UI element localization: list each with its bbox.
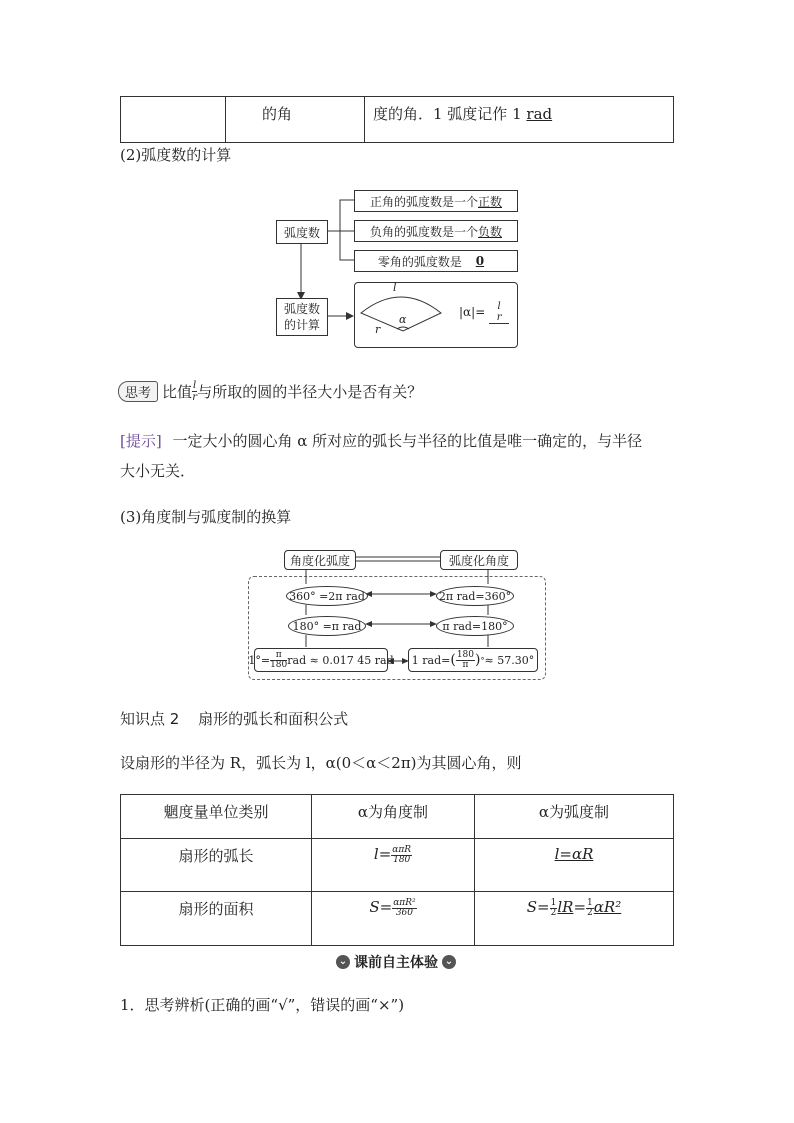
knowledge2-label: 知识点 2 [120,710,180,728]
area-radian-formula: S= $\frac{1}{2}$ lR= $\frac{1}{2}$ αR² [475,892,674,946]
arc-deg-num: απR [392,844,412,855]
area-deg-frac [392,899,416,918]
hint-line1 [120,430,642,451]
area-rad-pre: S= [526,898,550,916]
oval-180-deg: 180° =π rad [288,616,366,636]
hint-line2: 大小无关． [120,462,196,480]
think-line [118,380,422,403]
area-degree-formula [312,892,475,946]
branch-negative-fill: 负数 [478,224,503,239]
hint-label: [提示] [120,432,162,450]
ratio-formula [459,301,509,324]
radian-diagram [270,186,530,352]
formula-table [120,794,674,946]
oval-360-deg: 360° =2π rad [286,586,368,606]
header-degree: α为角度制 [312,795,475,839]
branch-zero-fill: 0 [475,254,485,268]
think-badge: 思考 [118,381,158,402]
banner [322,950,470,974]
branch-positive [354,190,518,212]
b2-frac [456,651,475,670]
question-1: 1．思考辨析(正确的画“√”，错误的画“×”) [120,996,405,1014]
chevron-down-icon: ⌄ [336,955,350,969]
section3-heading: (3)角度制与弧度制的换算 [120,508,292,526]
sector-box [354,282,518,348]
rad-unit: rad [526,105,553,123]
area-rad-b: αR² [593,898,622,916]
area-deg-pre: S= [369,898,393,916]
oval-pi-rad: π rad=180° [436,616,514,636]
b1-num: π [270,651,287,661]
calc-line1: 弧度数 [283,302,320,316]
angle-label: α [399,313,407,326]
half-2-num: 1 [587,897,593,908]
chevron-down-icon: ⌄ [442,955,456,969]
arc-deg-frac [391,846,412,865]
think-text-before: 比值 [162,383,193,401]
branch-positive-fill: 正数 [478,194,503,209]
arc-radian-formula [475,839,674,892]
half-2-den: 2 [587,907,593,918]
top-table [120,96,674,143]
branch-negative [354,220,518,242]
top-table-cell-2: 的角 [226,97,365,143]
ratio-num: l [497,301,501,312]
one-rad-box: 1 rad= ( $\frac{180}{\pi}$ ) ° ≈ 57.30° [408,648,538,672]
banner-text: 课前自主体验 [354,955,438,971]
think-text-after: 与所取的圆的半径大小是否有关？ [197,383,423,401]
knowledge2-title: 扇形的弧长和面积公式 [198,710,349,728]
b2-post: ≈ 57.30° [484,653,535,667]
b1-den: 180 [270,659,288,670]
calc-line2: 的计算 [283,318,320,332]
arc-deg-den: 180 [393,854,411,865]
branch-negative-text: 负角的弧度数是一个 [369,224,478,239]
b1-pre: 1°= [248,653,271,667]
branch-zero [354,250,518,272]
one-degree-box [248,648,394,672]
branch-positive-text: 正角的弧度数是一个 [369,194,478,209]
arc-degree-formula [312,839,475,892]
row-arc-label: 扇形的弧长 [121,839,312,892]
deg-to-rad-title: 角度化弧度 [284,550,356,570]
half-1-num: 1 [550,897,557,908]
b2-den: π [462,659,469,670]
b2-pre: 1 rad= [411,653,451,667]
knowledge2-heading [120,708,348,729]
hint-text1: 一定大小的圆心角 α 所对应的弧长与半径的比值是唯一确定的，与半径 [172,432,643,450]
top-table-cell-3 [365,97,674,143]
arc-rad: l=αR [554,845,594,863]
intro-line: 设扇形的半径为 R，弧长为 l，α(0＜α＜2π)为其圆心角，则 [120,754,522,772]
row-area-label: 扇形的面积 [121,892,312,946]
arc-deg-pre: l= [373,845,392,863]
header-radian: α为弧度制 [475,795,674,839]
area-deg-num: απR² [393,897,416,908]
area-deg-den: 360 [395,907,414,918]
oval-2pi-rad: 2π rad=360° [436,586,514,606]
top-table-cell-1 [121,97,226,143]
b1-post: rad ≈ 0.017 45 rad [287,653,394,667]
radian-root-box: 弧度数 [276,220,328,244]
conversion-diagram [248,548,546,680]
b2-num: 180 [456,649,475,660]
ratio-den: r [496,312,502,323]
arc-label: l [393,281,397,294]
radius-label: r [375,323,381,336]
abs-alpha: |α|= [459,305,486,319]
area-rad-a: lR [557,898,574,916]
top-table-text: 度的角．1 弧度记作 1 [373,105,527,123]
header-category: 魍度量单位类别 [121,795,312,839]
area-half-2 [586,899,594,918]
half-1-den: 2 [550,907,557,918]
think-frac-num: l [193,380,197,391]
branch-zero-text: 零角的弧度数是 [377,254,462,269]
think-frac-den: r [192,392,198,403]
calc-box [276,298,328,336]
section2-heading: (2)弧度数的计算 [120,146,232,164]
ratio-frac [489,301,509,324]
b1-frac [270,651,287,670]
rad-to-deg-title: 弧度化角度 [440,550,518,570]
